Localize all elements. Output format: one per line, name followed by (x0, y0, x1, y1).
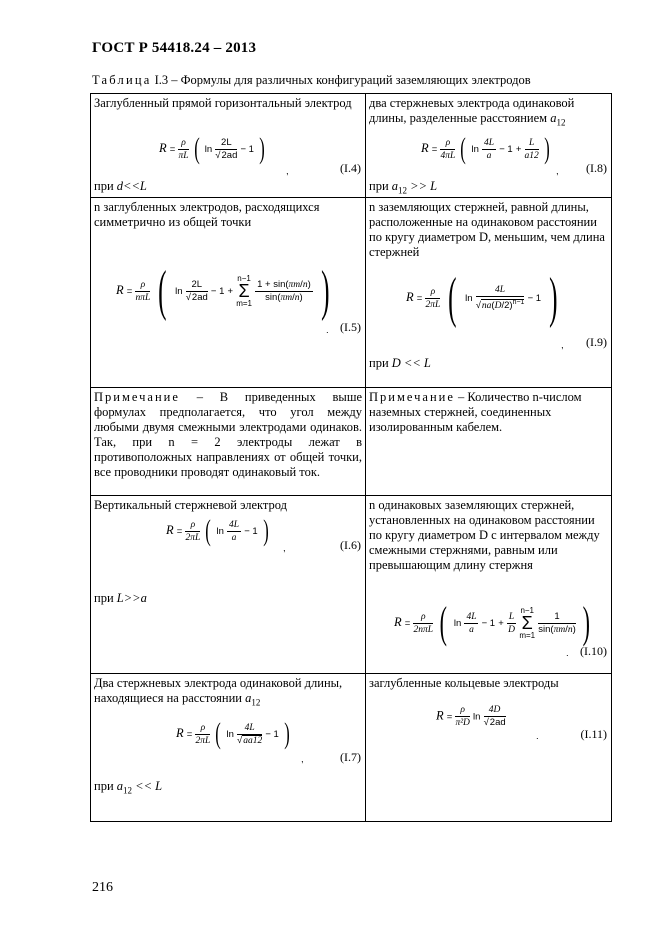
formula-i7: R = $\frac{\rho}{2\pi L}$ ( ln 4L √ aa12 − 1 ) (176, 719, 292, 749)
formula-i11: R = $\frac{\rho}{\text{π²D}}$ ln 4D √ 2ad (436, 704, 506, 729)
note-text: – В приведенных выше формулах предполагается, что угол между любыми двумя смежными электродами одинаков. Так, при n = 2 электроды лежат в противоположных направлениях от общей точки, все проводники проводят одинаковый ток. (94, 390, 362, 479)
equation-number: (I.5) (340, 320, 361, 334)
paren-left: ( (193, 132, 200, 165)
caption-number: I.3 (154, 73, 169, 87)
cell-n-rods-circle-spaced (366, 496, 612, 674)
cell-horizontal-electrode (91, 94, 366, 198)
cell-title: Два стержневых электрода одинаковой длины, находящиеся на расстоянии $a_{12}$ (94, 676, 343, 708)
separator: , (301, 754, 304, 765)
formula-i5: R = ρ nπL ( ln 2L √ 2ad − 1 + n−1 Σ m=1 $\frac{1 + \sin(\pi m/n)}{\sin(\pi m/n)}$ ) (116, 263, 335, 319)
cell-note-right (366, 388, 612, 496)
table-row (91, 388, 612, 496)
standard-header: ГОСТ Р 54418.24 – 2013 (92, 40, 257, 56)
equation-number: (I.8) (586, 161, 607, 175)
condition: при L>>a (94, 591, 147, 605)
table-row (91, 496, 612, 674)
cell-title: Вертикальный стержневой электрод (94, 498, 288, 512)
table-caption (92, 73, 531, 88)
cell-title: два стержневых электрода одинаковой длины, разделенные расстоянием $a_{12}$ (369, 96, 575, 128)
cell-vertical-rod (91, 496, 366, 674)
cell-title: заглубленные кольцевые электроды (369, 676, 559, 690)
separator: . (326, 325, 329, 336)
cell-title: Заглубленный прямой горизонтальный электрод (94, 96, 352, 110)
note-text: – Количество n-числом наземных стержней, соединенных изолированным кабелем. (369, 390, 582, 434)
condition: при D << L (369, 356, 431, 370)
separator: . (536, 731, 539, 742)
table-row (91, 198, 612, 388)
cell-title: n одинаковых заземляющих стержней, установленных на одинаковом расстоянии по кругу диаметром D с интервалом между смежными стержнями, равным или превышающим длину стержня (369, 498, 600, 572)
cell-title: n заземляющих стержней, равной длины, расположенные на одинаковом расстоянии по кругу диаметром D, меньшим, чем длина стержней (369, 200, 605, 259)
condition: при $a_{12} >> L$ (369, 179, 438, 196)
formula-i9: R = $\frac{\rho}{2\pi L}$ ( ln 4L √ $na(D/2)^{n-1}$ − 1 ) (406, 270, 563, 326)
equation-number: (I.11) (580, 727, 607, 741)
equation-number: (I.4) (340, 161, 361, 175)
page-number: 216 (92, 880, 113, 895)
equation-number: (I.9) (586, 335, 607, 349)
cell-title: n заглубленных электродов, расходящихся симметрично из общей точки (94, 200, 320, 229)
cell-ring-electrodes (366, 674, 612, 822)
minus-one: − 1 (240, 143, 254, 155)
cell-note-left (91, 388, 366, 496)
formula-i8: R = $\frac{\rho}{4\pi L}$ ( ln $\frac{4L}{a}$ − 1 + $\frac{L}{a12}$ ) (421, 132, 550, 165)
cell-n-electrodes-radial (91, 198, 366, 388)
ln: ln (204, 143, 213, 155)
note-label: Примечание (369, 390, 455, 404)
separator: , (283, 543, 286, 554)
separator: . (566, 648, 569, 659)
var-r: R (159, 140, 167, 155)
separator: , (561, 340, 564, 351)
condition: при $a_{12} << L$ (94, 779, 163, 796)
table-row (91, 674, 612, 822)
cell-two-rods-distance (91, 674, 366, 822)
table-row (91, 94, 612, 198)
paren-right: ) (259, 132, 265, 165)
cell-two-rods-separated (366, 94, 612, 198)
formula-i4 (159, 134, 267, 164)
formula-table (90, 93, 612, 822)
equation-number: (I.6) (340, 538, 361, 552)
formula-i10: R = ρ 2nπL ( ln $\frac{4L}{a}$ − 1 + $\frac{L}{D}$ n−1 Σ m=1 $\frac{1}{\sin(\pi m/n)}$ ) (394, 598, 590, 647)
equation-number: (I.10) (580, 644, 607, 658)
fraction: $\frac{\rho}{\pi L}$ (178, 137, 189, 161)
note-label: Примечание (94, 390, 180, 404)
formula-i6: R = $\frac{\rho}{2\pi L}$ ( ln $\frac{4L}{a}$ − 1 ) (166, 514, 269, 547)
separator: , (556, 166, 559, 177)
condition: при d<<L (94, 179, 147, 193)
caption-prefix: Таблица (92, 73, 152, 87)
equals: = (169, 143, 176, 155)
caption-text: – Формулы для различных конфигураций заземляющих электродов (171, 73, 531, 87)
fraction: 2L √ 2ad (215, 137, 237, 162)
equation-number: (I.7) (340, 750, 361, 764)
separator: , (286, 166, 289, 177)
cell-n-rods-circle-small (366, 198, 612, 388)
